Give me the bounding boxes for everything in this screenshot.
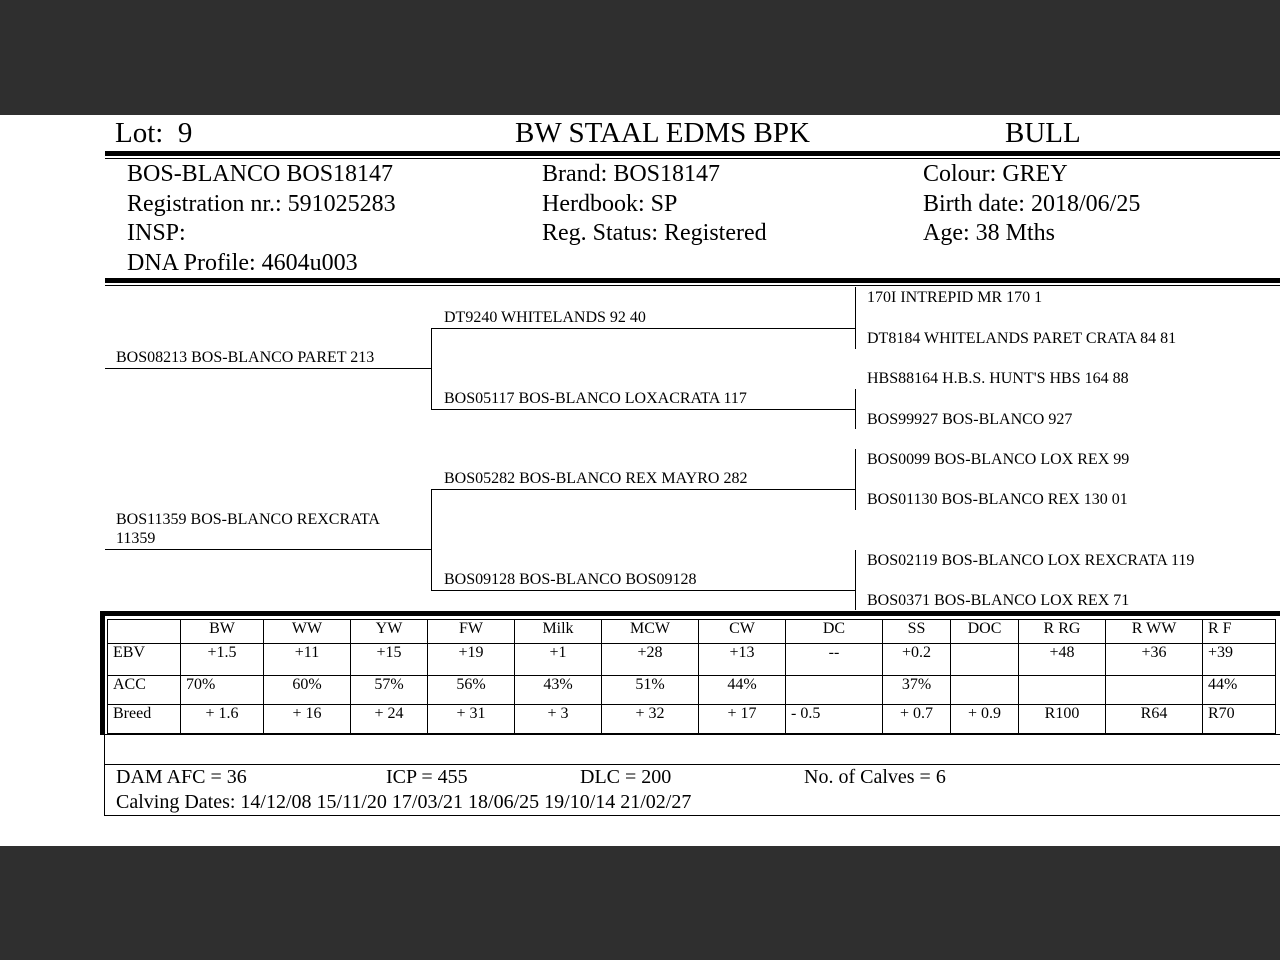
ebv-cell: +1 bbox=[515, 644, 602, 676]
col-header: Milk bbox=[515, 620, 602, 644]
acc-cell: 37% bbox=[883, 676, 951, 705]
catalogue-page bbox=[0, 115, 1280, 846]
acc-cell: 60% bbox=[264, 676, 351, 705]
col-header: DC bbox=[786, 620, 883, 644]
pedigree-sire-dam: BOS05117 BOS-BLANCO LOXACRATA 117 bbox=[444, 390, 747, 407]
header-rule-thick bbox=[105, 151, 1280, 156]
ped-vline-ds bbox=[855, 449, 856, 510]
seller-name: BW STAAL EDMS BPK bbox=[515, 117, 810, 149]
row-label: ACC bbox=[108, 676, 181, 705]
pedigree-sds: HBS88164 H.B.S. HUNT'S HBS 164 88 bbox=[867, 370, 1129, 387]
breed-row bbox=[108, 705, 1276, 734]
pedigree-dam-sire: BOS05282 BOS-BLANCO REX MAYRO 282 bbox=[444, 470, 748, 487]
lot-label: Lot: 9 bbox=[115, 117, 193, 149]
ebv-cell bbox=[951, 644, 1019, 676]
ped-line-dam bbox=[105, 549, 432, 550]
ebv-cell: +15 bbox=[351, 644, 428, 676]
dam-icp: ICP = 455 bbox=[386, 766, 468, 788]
insp: INSP: bbox=[127, 220, 186, 246]
col-header: R WW bbox=[1106, 620, 1203, 644]
breed-cell: + 17 bbox=[699, 705, 786, 734]
herdbook: Herdbook: SP bbox=[542, 190, 678, 217]
breed-cell: + 1.6 bbox=[181, 705, 264, 734]
ebv-cell: +13 bbox=[699, 644, 786, 676]
ped-vline-dd bbox=[855, 550, 856, 610]
ped-vline-sd bbox=[855, 389, 856, 429]
pedigree-sire: BOS08213 BOS-BLANCO PARET 213 bbox=[116, 349, 375, 366]
col-header bbox=[108, 620, 181, 644]
dam-box-top bbox=[104, 734, 1280, 735]
pedigree-ddd: BOS0371 BOS-BLANCO LOX REX 71 bbox=[867, 592, 1130, 609]
pedigree-dam-line2: 11359 bbox=[116, 530, 156, 547]
breed-cell: + 0.9 bbox=[951, 705, 1019, 734]
col-header: BW bbox=[181, 620, 264, 644]
ebv-cell: +28 bbox=[602, 644, 699, 676]
breed-cell: + 0.7 bbox=[883, 705, 951, 734]
calving-dates: Calving Dates: 14/12/08 15/11/20 17/03/21 18/06/25 19/10/14 21/02/27 bbox=[116, 791, 692, 813]
ebv-cell: +48 bbox=[1019, 644, 1106, 676]
animal-name: BOS-BLANCO BOS18147 bbox=[127, 161, 394, 187]
col-header: DOC bbox=[951, 620, 1019, 644]
col-header: YW bbox=[351, 620, 428, 644]
ebv-cell: +39 bbox=[1203, 644, 1276, 676]
ped-line-dd bbox=[432, 590, 856, 591]
ebv-rule-left bbox=[100, 611, 105, 735]
dam-afc: DAM AFC = 36 bbox=[116, 766, 247, 788]
registration-number: Registration nr.: 591025283 bbox=[127, 190, 396, 217]
acc-row bbox=[108, 676, 1276, 705]
animal-info-col1 bbox=[127, 160, 396, 278]
acc-cell bbox=[1106, 676, 1203, 705]
breed-cell: + 32 bbox=[602, 705, 699, 734]
row-label: EBV bbox=[108, 644, 181, 676]
ebv-cell: +11 bbox=[264, 644, 351, 676]
col-header: SS bbox=[883, 620, 951, 644]
brand: Brand: BOS18147 bbox=[542, 161, 721, 187]
dam-box-divider bbox=[104, 764, 1280, 765]
breed-cell: + 16 bbox=[264, 705, 351, 734]
pedigree-sss: 170I INTREPID MR 170 1 bbox=[867, 289, 1043, 306]
ebv-cell: +0.2 bbox=[883, 644, 951, 676]
birth-date: Birth date: 2018/06/25 bbox=[923, 190, 1141, 217]
acc-cell: 57% bbox=[351, 676, 428, 705]
pedigree-sdd: BOS99927 BOS-BLANCO 927 bbox=[867, 411, 1073, 428]
breed-cell: + 24 bbox=[351, 705, 428, 734]
ped-line-sd bbox=[432, 409, 856, 410]
breed-cell: R100 bbox=[1019, 705, 1106, 734]
dam-box-left bbox=[104, 734, 105, 816]
row-label: Breed bbox=[108, 705, 181, 734]
ebv-row bbox=[108, 644, 1276, 676]
pedigree-dss: BOS0099 BOS-BLANCO LOX REX 99 bbox=[867, 451, 1130, 468]
col-header: R RG bbox=[1019, 620, 1106, 644]
header-rule-thin bbox=[105, 158, 1280, 159]
col-header: R F bbox=[1203, 620, 1276, 644]
breed-cell: R70 bbox=[1203, 705, 1276, 734]
ped-line-ss bbox=[432, 328, 856, 329]
animal-sex: BULL bbox=[1005, 117, 1081, 149]
ebv-cell: +1.5 bbox=[181, 644, 264, 676]
ped-vline-dam bbox=[431, 489, 432, 591]
ped-line-sire bbox=[105, 368, 432, 369]
colour: Colour: GREY bbox=[923, 161, 1068, 187]
col-header: WW bbox=[264, 620, 351, 644]
ebv-table bbox=[107, 619, 1276, 734]
breed-cell: R64 bbox=[1106, 705, 1203, 734]
ebv-header-row bbox=[108, 620, 1276, 644]
breed-cell: + 31 bbox=[428, 705, 515, 734]
dam-dlc: DLC = 200 bbox=[580, 766, 672, 788]
pedigree-ssd: DT8184 WHITELANDS PARET CRATA 84 81 bbox=[867, 330, 1177, 347]
acc-cell bbox=[1019, 676, 1106, 705]
animal-info-col3 bbox=[923, 160, 1140, 249]
col-header: CW bbox=[699, 620, 786, 644]
info-rule-thin bbox=[105, 285, 1280, 286]
acc-cell: 51% bbox=[602, 676, 699, 705]
ebv-rule-top bbox=[100, 611, 1280, 616]
pedigree-sire-sire: DT9240 WHITELANDS 92 40 bbox=[444, 309, 646, 326]
pedigree-dam-dam: BOS09128 BOS-BLANCO BOS09128 bbox=[444, 571, 697, 588]
ped-line-ds bbox=[432, 489, 856, 490]
dam-calves: No. of Calves = 6 bbox=[804, 766, 946, 788]
acc-cell: 43% bbox=[515, 676, 602, 705]
animal-info-col2 bbox=[542, 160, 767, 249]
ebv-cell: +36 bbox=[1106, 644, 1203, 676]
age: Age: 38 Mths bbox=[923, 220, 1055, 246]
pedigree-dsd: BOS01130 BOS-BLANCO REX 130 01 bbox=[867, 491, 1128, 508]
lot-number: 9 bbox=[177, 117, 193, 149]
pedigree-dam-line1: BOS11359 BOS-BLANCO REXCRATA bbox=[116, 511, 380, 528]
acc-cell: 44% bbox=[1203, 676, 1276, 705]
acc-cell: 44% bbox=[699, 676, 786, 705]
ebv-cell: -- bbox=[786, 644, 883, 676]
dna-profile: DNA Profile: 4604u003 bbox=[127, 249, 358, 276]
reg-status: Reg. Status: Registered bbox=[542, 220, 767, 246]
breed-cell: + 3 bbox=[515, 705, 602, 734]
acc-cell: 70% bbox=[181, 676, 264, 705]
info-rule-thick bbox=[105, 278, 1280, 283]
acc-cell bbox=[786, 676, 883, 705]
acc-cell: 56% bbox=[428, 676, 515, 705]
dam-box-bottom bbox=[104, 815, 1280, 816]
col-header: FW bbox=[428, 620, 515, 644]
pedigree-dds: BOS02119 BOS-BLANCO LOX REXCRATA 119 bbox=[867, 552, 1195, 569]
ped-vline-sire bbox=[431, 328, 432, 410]
breed-cell: - 0.5 bbox=[786, 705, 883, 734]
ebv-cell: +19 bbox=[428, 644, 515, 676]
col-header: MCW bbox=[602, 620, 699, 644]
ped-vline-ss bbox=[855, 287, 856, 349]
acc-cell bbox=[951, 676, 1019, 705]
